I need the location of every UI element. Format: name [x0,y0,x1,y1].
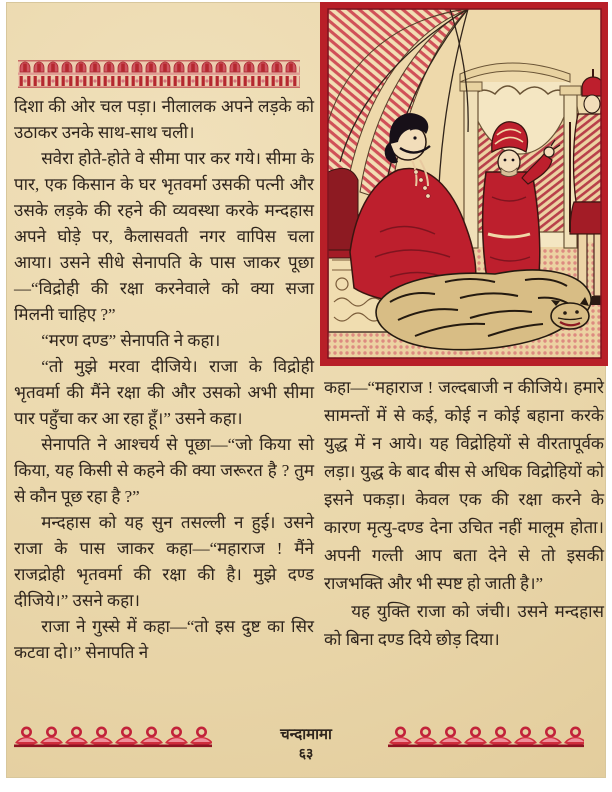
story-paragraph: “मरण दण्ड” सेनापति ने कहा। [41,331,221,350]
story-paragraph: यह युक्ति राजा को जंची। उसने मन्दहास को बिना दण्ड दिये छोड़ दिया। [324,602,604,649]
story-paragraph: दिशा की ओर चल पड़ा। नीलालक अपने लड़के को उठाकर उनके साथ-साथ चली। [14,97,314,142]
page-number: ६३ [298,747,314,762]
top-ornament-pattern [18,60,300,88]
story-paragraph: सेनापति ने आश्चर्य से पूछा—“जो किया सो किया, यह किसी से कहने की क्या जरूरत है ? तुम से कौन पूछ रहा है ?” [14,435,314,506]
story-paragraph: मन्दहास को यह सुन तसल्ली न हुई। उसने राजा के पास जाकर कहा—“महाराज ! मैंने राजद्रोही भृतवर्मा की रक्षा की है। मुझे दण्ड दीजिये।” उसने कहा। [14,513,314,610]
magazine-title: चन्दामामा [280,727,332,743]
story-paragraph: राजा ने गुस्से में कहा—“तो इस दुष्ट का सिर कटवा दो।” सेनापति ने [14,617,314,662]
court-scene-illustration [320,2,608,366]
story-paragraph: “तो मुझे मरवा दीजिये। राजा के विद्रोही भृतवर्मा की मैंने रक्षा की और उसको अभी सीमा पार पहुँचा कर आ रहा हूँ।” उसने कहा। [14,357,314,428]
text-column-right [324,374,604,654]
top-ornament-band [18,60,300,88]
footer-ornament-left [14,724,212,752]
story-paragraph: सवेरा होते-होते वे सीमा पार कर गये। सीमा के पार, एक किसान के घर भृतवर्मा उसकी पत्नी और उसके लड़के की रहने की व्यवस्था करके मन्दहास अपने घोड़े पर, कैलासवती नगर वापिस चला आया। उसने सीधे सेनापति के पास जाकर पूछा—“विद्रोही की रक्षा करनेवाले को क्या सजा मिलनी चाहिए ?” [14,149,314,324]
footer-ornament-right [388,724,584,752]
magazine-page [6,2,606,778]
text-column-left [14,94,314,666]
court-scene-drawing [320,2,608,366]
story-paragraph: कहा—“महाराज ! जल्दबाजी न कीजिये। हमारे सामन्तों में से कई, कोई न कोई बहाना करके युद्ध में न आये। यह विद्रोहियों से वीरतापूर्वक लड़ा। युद्ध के बाद बीस से अधिक विद्रोहियों को इसने पकड़ा। केवल एक की रक्षा करने के कारण मृत्यु-दण्ड देना उचित नहीं मालूम होता। अपनी गल्ती आप बता देने से तो इसकी राजभक्ति और भी स्पष्ट हो जाती है।” [324,378,604,593]
